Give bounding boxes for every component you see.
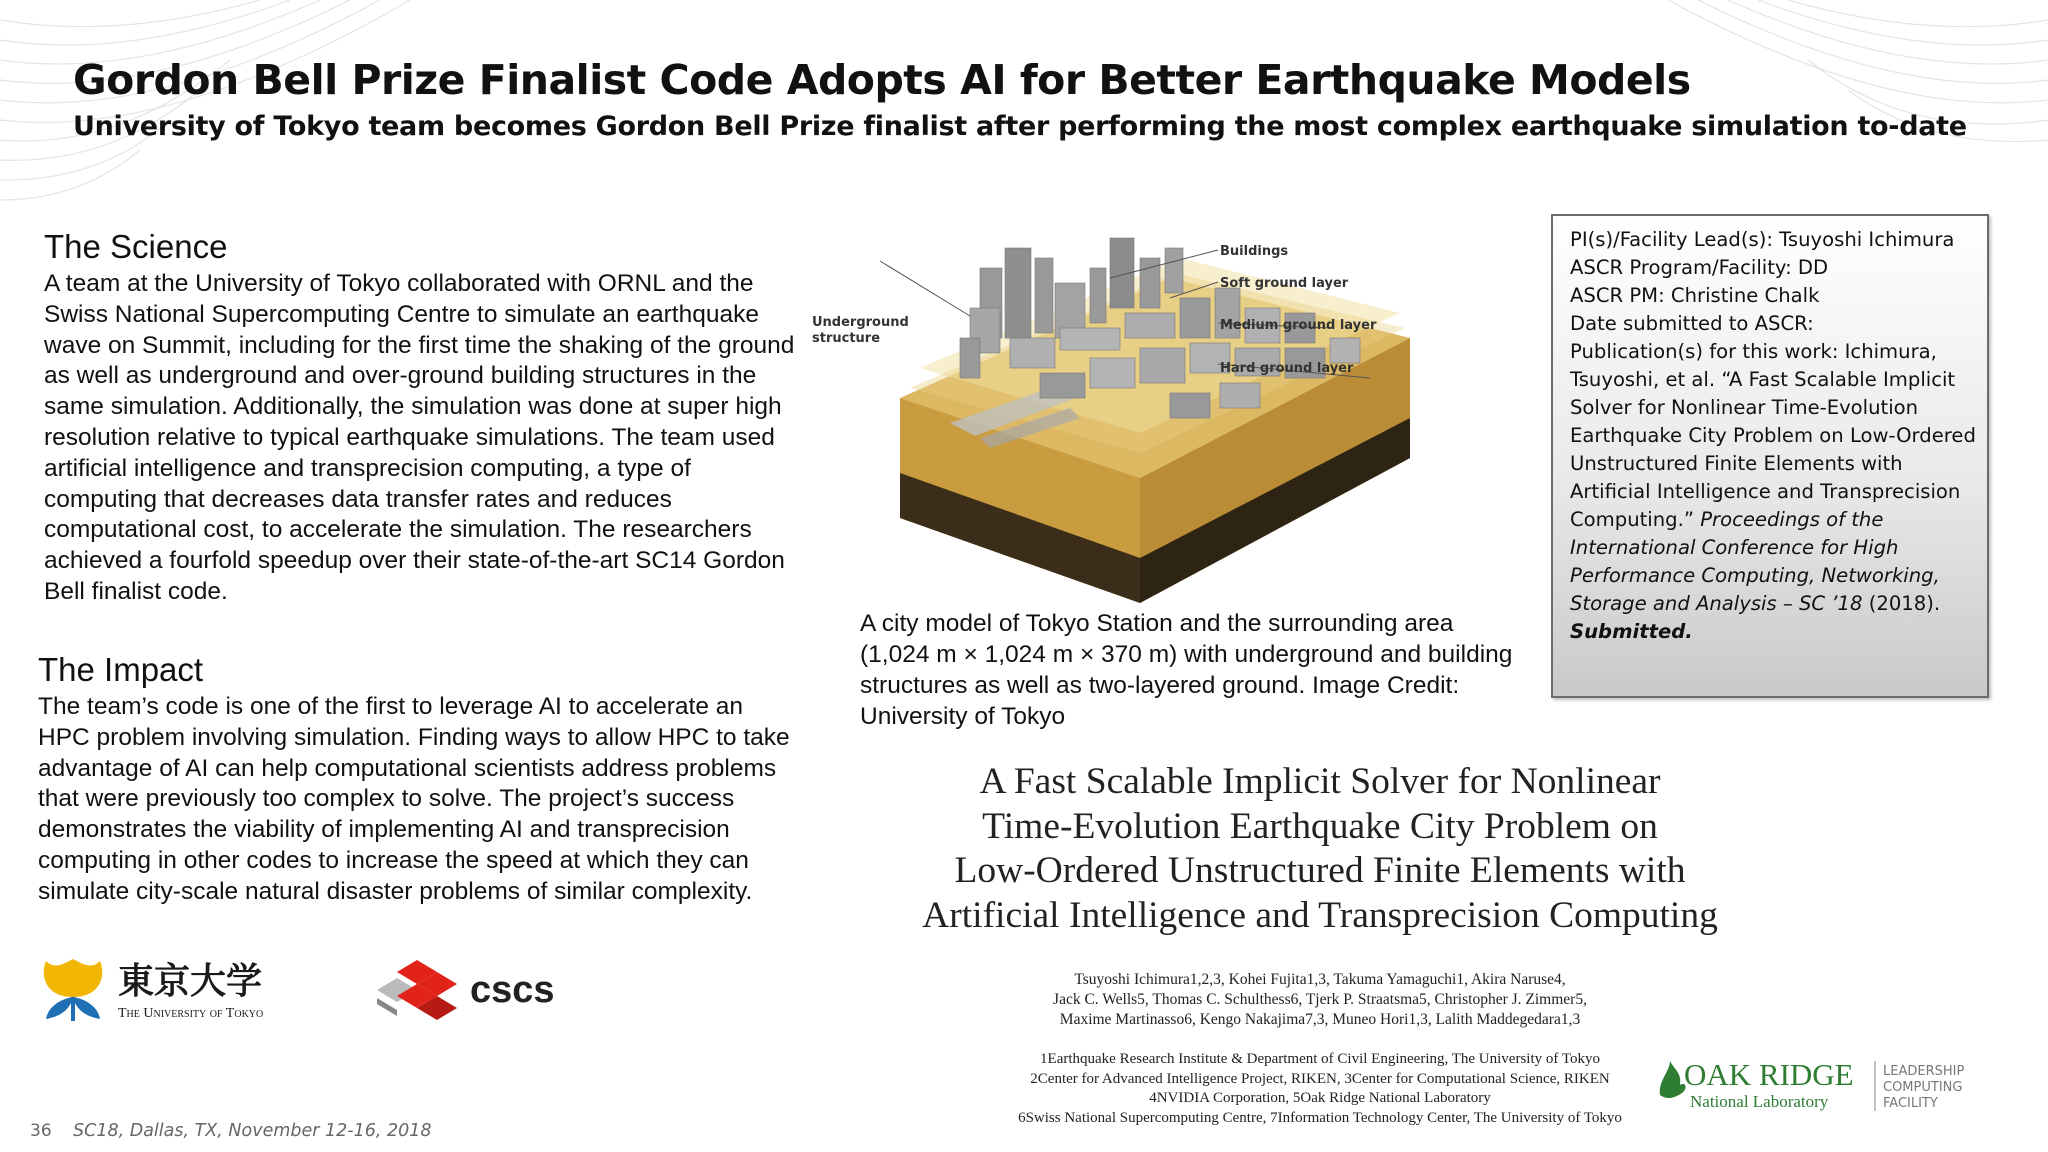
page-subtitle: University of Tokyo team becomes Gordon Bell Prize finalist after performing the most complex earthquake simulation to-date [73, 111, 1967, 142]
figure-caption: A city model of Tokyo Station and the surrounding area (1,024 m × 1,024 m × 370 m) with underground and building structures as well as two-layered ground. Image Credit: University of Tokyo [860, 610, 1513, 730]
ornl-lcf-3: FACILITY [1883, 1096, 1938, 1111]
label-medium-ground: Medium ground layer [1220, 318, 1377, 333]
ornl-wordmark: OAK RIDGE [1684, 1057, 1854, 1092]
page-title: Gordon Bell Prize Finalist Code Adopts AI for Better Earthquake Models [73, 56, 1691, 104]
paper-authors [840, 970, 1800, 1030]
info-pub-line [1570, 590, 1973, 618]
info-pub-line: Solver for Nonlinear Time-Evolution [1570, 396, 1919, 419]
info-pub-italic: Proceedings of the [1700, 508, 1884, 531]
paper-author-line: Tsuyoshi Ichimura1,2,3, Kohei Fujita1,3, Takuma Yamaguchi1, Akira Naruse4, [1074, 971, 1566, 988]
info-pub-line: Publication(s) for this work: Ichimura, [1570, 340, 1937, 363]
paper-affil-line: 1Earthquake Research Institute & Department of Civil Engineering, The University of Tokyo [1040, 1051, 1600, 1067]
utokyo-kanji: 東京大学 [118, 961, 263, 1002]
info-pub-text: (2018). [1868, 592, 1941, 615]
info-pub-line: Earthquake City Problem on Low-Ordered [1570, 424, 1976, 447]
info-pub-line [1570, 506, 1973, 534]
label-underground-2: structure [812, 331, 881, 346]
ornl-logo [1656, 1055, 1996, 1115]
label-hard-ground: Hard ground layer [1220, 361, 1354, 376]
label-soft-ground: Soft ground layer [1220, 276, 1349, 291]
ornl-lcf-1: LEADERSHIP [1883, 1064, 1965, 1079]
info-pub-line: Artificial Intelligence and Transprecision [1570, 480, 1961, 503]
info-pub-line: Unstructured Finite Elements with [1570, 452, 1903, 475]
paper-affil-line: 4NVIDIA Corporation, 5Oak Ridge National Laboratory [1149, 1090, 1491, 1106]
paper-title [815, 760, 1825, 938]
paper-title-line: Time-Evolution Earthquake City Problem on [982, 805, 1658, 847]
corner-line-pattern-right [1628, 0, 2048, 200]
project-info-box [1551, 214, 1989, 698]
info-status: Submitted. [1570, 620, 1693, 643]
page-number: 36 [30, 1121, 52, 1141]
info-pub-italic: Storage and Analysis – SC ’18 [1570, 592, 1863, 615]
utokyo-english: The University of Tokyo [118, 1006, 264, 1021]
label-underground-1: Underground [812, 315, 909, 330]
cscs-cube-icon [377, 960, 457, 1020]
label-buildings: Buildings [1220, 244, 1289, 259]
info-pub-line: Performance Computing, Networking, [1570, 564, 1940, 587]
science-text: A team at the University of Tokyo collaborated with ORNL and the Swiss National Supercomputing Centre to simulate an earthquake wave on Summit, including for the first time the shaking of the ground as well as underground and over-ground building structures in the same simulation. Additionally, the simulation was done at super high resolution relative to typical earthquake simulations. The team used artificial intelligence and transprecision computing, a type of computing that decreases data transfer rates and reduces computational cost, to accelerate the simulation. The researchers achieved a fourfold speedup over their state-of-the-art SC14 Gordon Bell finalist code. [44, 270, 795, 605]
ginkgo-leaf-icon [44, 959, 103, 1021]
info-pub-line: International Conference for High [1570, 536, 1899, 559]
info-date: Date submitted to ASCR: [1570, 312, 1814, 335]
info-pub-text: Computing.” [1570, 508, 1694, 531]
paper-title-line: Low-Ordered Unstructured Finite Elements with [954, 850, 1686, 891]
paper-author-line: Maxime Martinasso6, Kengo Nakajima7,3, Muneo Hori1,3, Lalith Maddegedara1,3 [1059, 1011, 1581, 1028]
paper-affil-line: 2Center for Advanced Intelligence Project, RIKEN, 3Center for Computational Science, RIKEN [1030, 1070, 1610, 1087]
ornl-subtitle: National Laboratory [1690, 1092, 1829, 1111]
paper-title-line: A Fast Scalable Implicit Solver for Nonlinear [979, 761, 1661, 802]
paper-affil-line: 6Swiss National Supercomputing Centre, 7Information Technology Center, The University of Tokyo [1018, 1109, 1622, 1126]
paper-author-line: Jack C. Wells5, Thomas C. Schulthess6, Tjerk P. Straatsma5, Christopher J. Zimmer5, [1053, 991, 1587, 1008]
science-heading: The Science [44, 228, 228, 265]
ornl-lcf-2: COMPUTING [1883, 1080, 1963, 1095]
oak-leaf-icon [1660, 1061, 1686, 1098]
info-pm: ASCR PM: Christine Chalk [1570, 284, 1820, 307]
info-program: ASCR Program/Facility: DD [1570, 256, 1829, 279]
footer-event: SC18, Dallas, TX, November 12-16, 2018 [73, 1121, 432, 1141]
info-pi: PI(s)/Facility Lead(s): Tsuyoshi Ichimura [1570, 228, 1955, 251]
impact-text: The team’s code is one of the first to leverage AI to accelerate an HPC problem involving simulation. Finding ways to allow HPC to take advantage of AI can help computational scientists address problems that were previously too complex to solve. The project’s success demonstrates the viability of implementing AI and transprecision computing in other codes to increase the speed at which they can simulate city-scale natural disaster problems of similar complexity. [38, 693, 790, 905]
utokyo-logo [40, 955, 300, 1025]
impact-heading: The Impact [38, 651, 204, 688]
paper-title-line: Artificial Intelligence and Transprecision Computing [922, 894, 1718, 936]
city-model-figure [810, 228, 1500, 603]
cscs-logo [372, 958, 582, 1020]
cscs-wordmark: cscs [470, 969, 555, 1011]
info-pub-line: Tsuyoshi, et al. “A Fast Scalable Implicit [1570, 368, 1956, 391]
